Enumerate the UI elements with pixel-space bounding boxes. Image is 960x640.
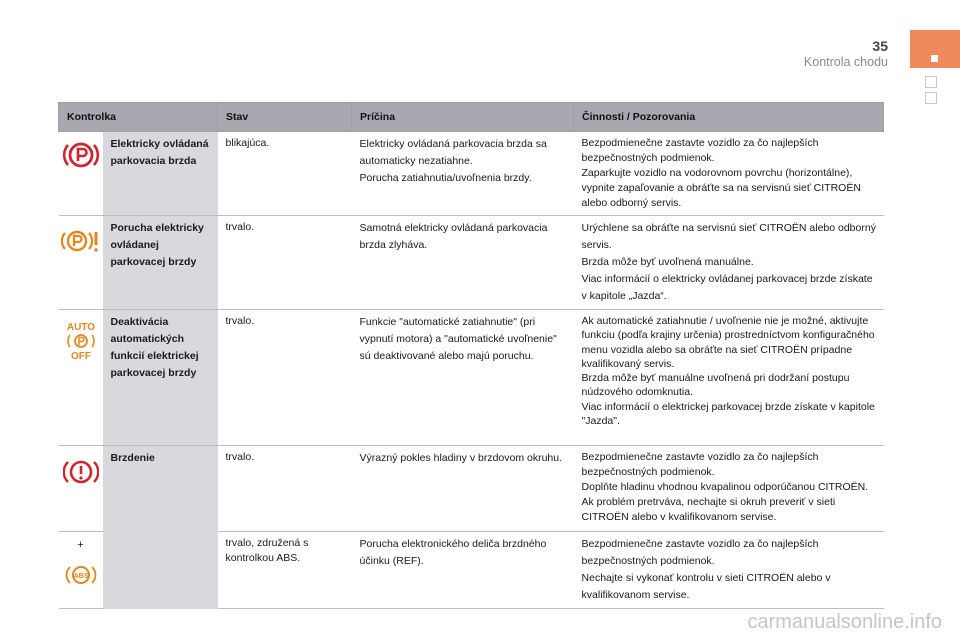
chapter-tab <box>910 30 960 68</box>
section-title: Kontrola chodu <box>803 55 888 69</box>
chapter-tab-empty <box>925 76 937 88</box>
state-cell: trvalo. <box>218 216 352 310</box>
icon-cell <box>59 446 103 532</box>
warning-lights-table <box>58 102 884 609</box>
icon-cell <box>59 532 103 609</box>
abs-label: ABS <box>73 573 88 580</box>
cause-cell: Elektricky ovládaná parkovacia brzda sa automaticky nezatiahne. Porucha zatiahnutia/uvoľnenia brzdy. <box>352 132 574 216</box>
column-header: Činnosti / Pozorovania <box>574 103 884 132</box>
icon-cell <box>59 132 103 216</box>
action-cell: Bezpodmienečne zastavte vozidlo za čo najlepších bezpečnostných podmienok. Nechajte si vykonať kontrolu v sieti CITROËN alebo v kvalifikovanom servise. <box>574 532 884 609</box>
table-header-row <box>59 103 884 132</box>
warning-name: Brzdenie <box>103 446 218 609</box>
auto-off-icon <box>64 318 98 362</box>
column-header: Príčina <box>352 103 574 132</box>
table-row <box>59 446 884 532</box>
state-cell: trvalo, združená s kontrolkou ABS. <box>218 532 352 609</box>
table-row <box>59 132 884 216</box>
icon-cell <box>59 216 103 310</box>
state-cell: blikajúca. <box>218 132 352 216</box>
column-header: Stav <box>218 103 352 132</box>
off-label: OFF <box>70 351 91 362</box>
page-number: 35 <box>872 38 888 54</box>
tab-marker <box>931 55 938 62</box>
warning-name: Elektricky ovládaná parkovacia brzda <box>103 132 218 216</box>
action-cell: Bezpodmienečne zastavte vozidlo za čo najlepších bezpečnostných podmienok. Zaparkujte vozidlo na vodorovnom povrchu (horizontálne), vypnite zapaľovanie a obráťte sa na servisnú sieť CITROËN alebo odborný servis. <box>574 132 884 216</box>
action-cell: Urýchlene sa obráťte na servisnú sieť CITROËN alebo odborný servis. Brzda môže byť uvoľnená manuálne. Viac informácií o elektricky ovládanej parkovacej brzde získate v kapitole „Jazda“. <box>574 216 884 310</box>
auto-label: AUTO <box>66 322 95 333</box>
parking-brake-icon <box>62 138 100 172</box>
abs-icon <box>64 563 98 587</box>
plus-sign: + <box>77 539 84 551</box>
action-cell: Bezpodmienečne zastavte vozidlo za čo najlepších bezpečnostných podmienok. Doplňte hladinu vhodnou kvapalinou odporúčanou CITROËN. Ak problém pretrváva, nechajte si okruh preveriť v sieti CITROËN alebo v kvalifikovanom servise. <box>574 446 884 532</box>
parking-brake-fault-icon <box>61 226 101 256</box>
watermark: carmanualsonline.info <box>747 611 942 633</box>
state-cell: trvalo. <box>218 310 352 446</box>
icon-cell <box>59 310 103 446</box>
chapter-tab-empty <box>925 92 937 104</box>
state-cell: trvalo. <box>218 446 352 532</box>
column-header: Kontrolka <box>59 103 218 132</box>
cause-cell: Výrazný pokles hladiny v brzdovom okruhu. <box>352 446 574 532</box>
table-row <box>59 216 884 310</box>
action-cell: Ak automatické zatiahnutie / uvoľnenie nie je možné, aktivujte funkciu (podľa krajiny určenia) prostredníctvom konfiguračného menu vozidla alebo sa obráťte na sieť CITROËN prípadne kvalifikovaný servis. Brzda môže byť manuálne uvoľnená pri dodržaní postupu núdzového odomknutia. Viac informácií o elektrickej parkovacej brzde získate v kapitole "Jazda". <box>574 310 884 446</box>
warning-name: Deaktivácia automatických funkcií elektrickej parkovacej brzdy <box>103 310 218 446</box>
brake-warning-icon <box>63 456 99 488</box>
cause-cell: Samotná elektricky ovládaná parkovacia brzda zlyháva. <box>352 216 574 310</box>
cause-cell: Funkcie "automatické zatiahnutie" (pri vypnutí motora) a "automatické uvoľnenie" sú deaktivované alebo majú poruchu. <box>352 310 574 446</box>
table-row <box>59 310 884 446</box>
warning-name: Porucha elektricky ovládanej parkovacej brzdy <box>103 216 218 310</box>
cause-cell: Porucha elektronického deliča brzdného účinku (REF). <box>352 532 574 609</box>
